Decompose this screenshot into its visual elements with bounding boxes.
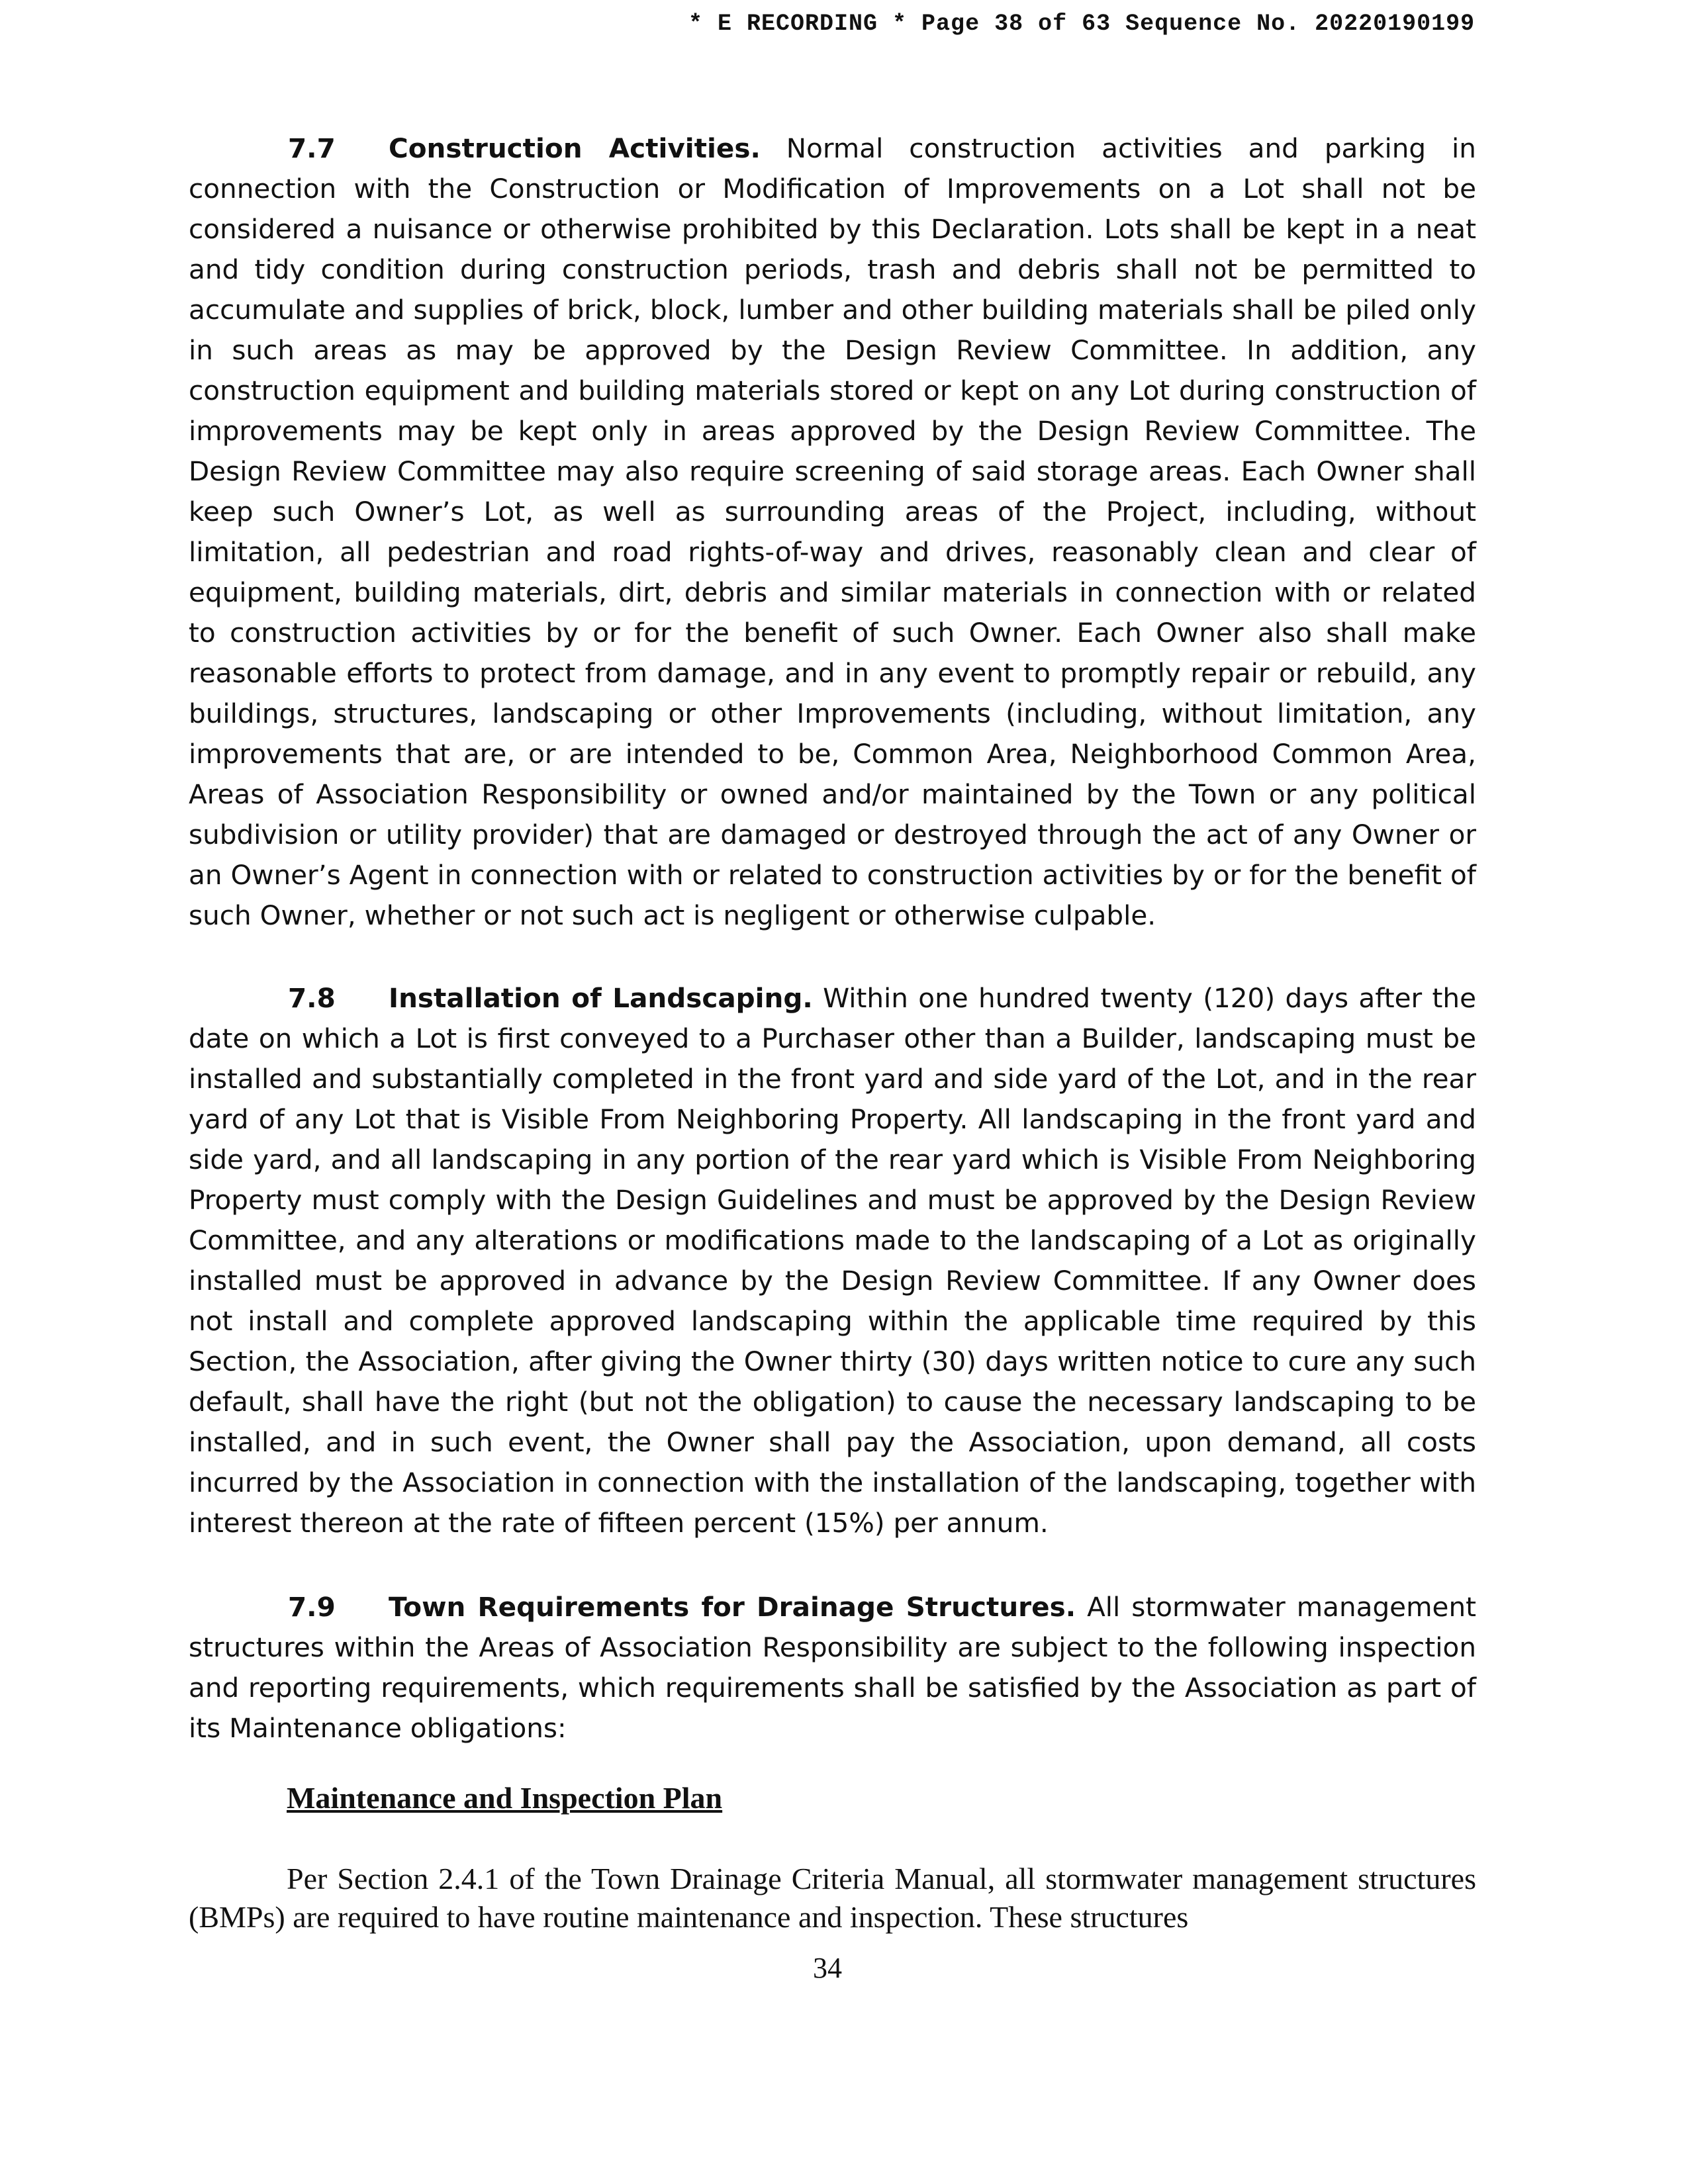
section-7-9 (189, 1587, 1476, 1749)
section-title: Installation of Landscaping. (389, 982, 813, 1014)
section-body: Within one hundred twenty (120) days after the date on which a Lot is first conveyed to a Purchaser other than a Builder, landscaping must be installed and substantially completed in the front yard and side yard of the Lot, and in the rear yard of any Lot that is Visible From Neighboring Property. All landscaping in the front yard and side yard, and all landscaping in any portion of the rear yard which is Visible From Neighboring Property must comply with the Design Guidelines and must be approved by the Design Review Committee, and any alterations or modifications made to the landscaping of a Lot as originally installed must be approved in advance by the Design Review Committee. If any Owner does not install and complete approved landscaping within the applicable time required by this Section, the Association, after giving the Owner thirty (30) days written notice to cure any such default, shall have the right (but not the obligation) to cause the necessary landscaping to be installed, and in such event, the Owner shall pay the Association, upon demand, all costs incurred by the Association in connection with the installation of the landscaping, together with interest thereon at the rate of fifteen percent (15%) per annum. (189, 982, 1476, 1539)
section-title: Construction Activities. (389, 132, 761, 164)
maintenance-plan-heading: Maintenance and Inspection Plan (287, 1781, 723, 1815)
page-number: 34 (813, 1952, 842, 1984)
section-body: All stormwater management structures within the Areas of Association Responsibility are subject to the following inspection and reporting requirements, which requirements shall be satisfied by the Association as part of its Maintenance obligations: (189, 1591, 1477, 1744)
section-number: 7.7 (288, 132, 336, 164)
section-7-7 (189, 128, 1476, 936)
recording-header: * E RECORDING * Page 38 of 63 Sequence No. 20220190199 (688, 11, 1476, 37)
maintenance-plan-text: Per Section 2.4.1 of the Town Drainage Criteria Manual, all stormwater management structures (BMPs) are required to have routine maintenance and inspection. These structures (189, 1862, 1476, 1934)
section-7-8 (189, 978, 1476, 1543)
section-number: 7.9 (288, 1591, 336, 1623)
section-body: Normal construction activities and parking in connection with the Construction or Modification of Improvements on a Lot shall not be considered a nuisance or otherwise prohibited by this Declaration. Lots shall be kept in a neat and tidy condition during construction periods, trash and debris shall not be permitted to accumulate and supplies of brick, block, lumber and other building materials shall be piled only in such areas as may be approved by the Design Review Committee. In addition, any construction equipment and building materials stored or kept on any Lot during construction of improvements may be kept only in areas approved by the Design Review Committee. The Design Review Committee may also require screening of said storage areas. Each Owner shall keep such Owner’s Lot, as well as surrounding areas of the Project, including, without limitation, all pedestrian and road rights-of-way and drives, reasonably clean and clear of equipment, building materials, dirt, debris and similar materials in connection with or related to construction activities by or for the benefit of such Owner. Each Owner also shall make reasonable efforts to protect from damage, and in any event to promptly repair or rebuild, any buildings, structures, landscaping or other Improvements (including, without limitation, any improvements that are, or are intended to be, Common Area, Neighborhood Common Area, Areas of Association Responsibility or owned and/or maintained by the Town or any political subdivision or utility provider) that are damaged or destroyed through the act of any Owner or an Owner’s Agent in connection with or related to construction activities by or for the benefit of such Owner, whether or not such act is negligent or otherwise culpable. (189, 132, 1476, 931)
section-number: 7.8 (288, 982, 336, 1014)
section-title: Town Requirements for Drainage Structures. (389, 1591, 1076, 1623)
